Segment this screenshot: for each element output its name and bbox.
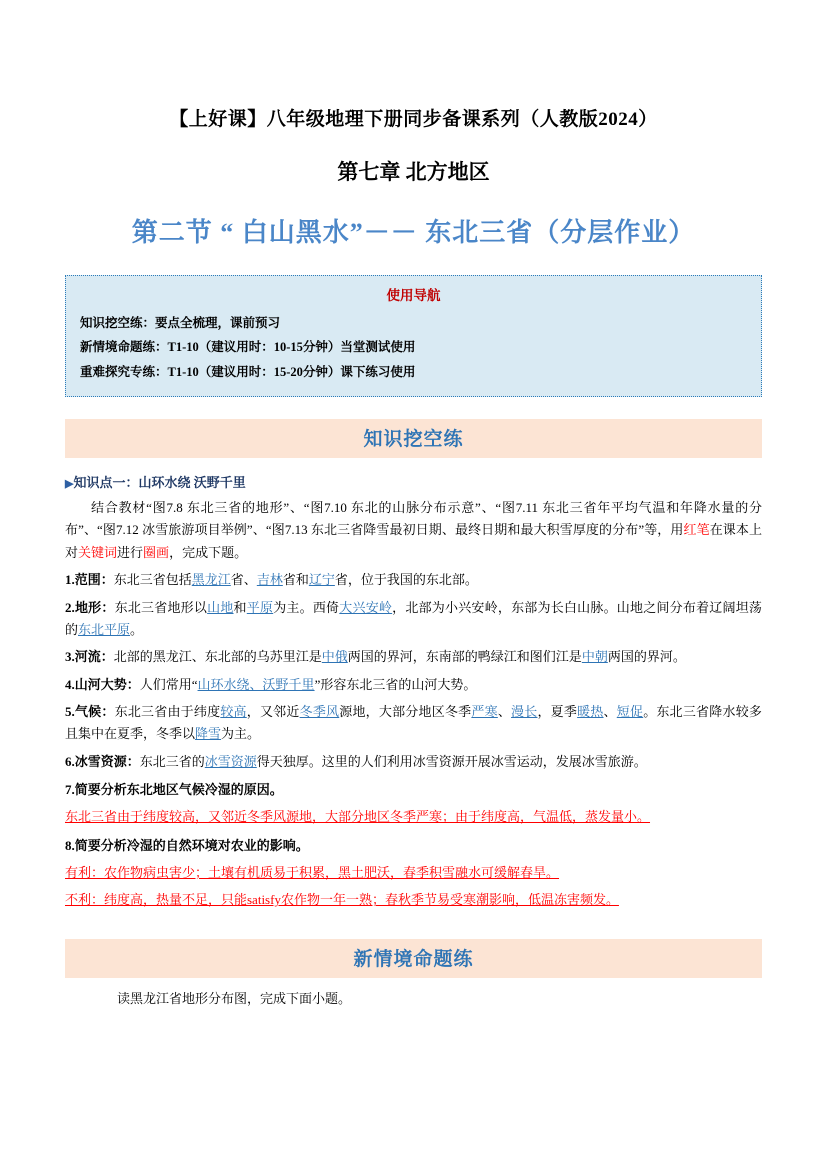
answer-8-disadvantage: 不利：纬度高，热量不足，只能satisfy农作物一年一熟；春秋季节易受寒潮影响，低温冻害频发。: [65, 892, 619, 908]
fill-in-blank-answer: 漫长: [511, 704, 538, 719]
item-text: 省、: [230, 572, 257, 588]
item-text: 人们常用“: [139, 676, 198, 692]
item-text: 省，位于我国的东北部。: [334, 572, 478, 588]
fill-in-blank-answer: 平原: [246, 599, 274, 615]
sub-question-note: 读黑龙江省地形分布图，完成下面小题。: [117, 991, 352, 1007]
section-heading-new-context-practice: 新情境命题练: [65, 939, 762, 978]
item-body-3: [114, 649, 686, 664]
item-text: ”形容东北三省的山河大势。: [314, 676, 477, 692]
item-text: 源地，大部分地区冬季: [339, 704, 472, 719]
item-text: 东北三省包括: [113, 572, 192, 588]
list-item: [65, 569, 762, 591]
item-number: 5.: [65, 704, 75, 719]
item-number: 1.: [65, 572, 75, 588]
nav-line: 新情境命题练：T1-10（建议用时：10-15分钟）当堂测试使用: [80, 340, 416, 355]
item-body-6: [140, 754, 647, 769]
nav-title: 使用导航: [386, 288, 441, 303]
section-heading-knowledge-practice: 知识挖空练: [65, 419, 762, 458]
item-body-1: [114, 572, 478, 587]
item-label: 地形：: [74, 599, 115, 615]
item-text: ，又邻近: [246, 704, 300, 719]
fill-in-blank-answer: 严寒: [471, 704, 498, 719]
item-text: 东北三省地形以: [114, 599, 208, 615]
item-text: 两国的界河。: [607, 649, 686, 665]
fill-in-blank-answer: 较高: [220, 704, 247, 719]
fill-in-blank-answer: 大兴安岭: [339, 599, 393, 615]
list-item: [65, 674, 762, 696]
item-text: ，夏季: [537, 704, 578, 719]
usage-navigation-box: [65, 275, 762, 397]
answer-7: 东北三省由于纬度较高，又邻近冬季风源地，大部分地区冬季严寒；由于纬度高，气温低，蒸发量小。: [65, 809, 651, 825]
series-title: 【上好课】八年级地理下册同步备课系列（人教版2024）: [169, 109, 658, 130]
question-7: 7.简要分析东北地区气候冷湿的原因。: [65, 782, 283, 798]
fill-in-blank-answer: 降雪: [195, 726, 222, 742]
list-item: [65, 597, 762, 642]
fill-in-blank-answer: 东北平原: [78, 621, 131, 637]
item-text: 省和: [282, 572, 309, 588]
intro-highlight-2: 关键词: [78, 544, 118, 560]
item-body-2: [65, 600, 762, 637]
fill-in-blank-answer: 冰雪资源: [204, 753, 257, 769]
item-text: 东北三省由于纬度: [114, 704, 221, 719]
item-number: 3.: [65, 649, 75, 665]
section-title: 第二节 “ 白山黑水”－－ 东北三省（分层作业）: [131, 218, 696, 247]
knowledge-point-label: [65, 472, 762, 491]
knowledge-point-text: 知识点一：山环水绕 沃野千里: [73, 475, 246, 491]
fill-in-blank-answer: 冬季风: [299, 704, 340, 719]
chapter-title: 第七章 北方地区: [337, 160, 490, 184]
item-text: 两国的界河，东南部的鸭绿江和图们江是: [347, 649, 582, 665]
item-text: 。东北三省降水较多且集中在夏季，冬季以: [65, 704, 762, 742]
item-text: 。: [130, 621, 144, 637]
list-item: [65, 646, 762, 668]
item-number: 4.: [65, 676, 75, 692]
intro-highlight-1: 红笔: [683, 522, 710, 538]
fill-in-blank-answer: 黑龙江: [191, 572, 231, 588]
intro-part-4: ，完成下题。: [169, 544, 248, 560]
item-text: 、: [603, 704, 617, 719]
item-label: 河流：: [74, 649, 114, 665]
item-label: 范围：: [74, 572, 114, 588]
item-body-5: [65, 704, 762, 741]
nav-line: 知识挖空练：要点全梳理，课前预习: [80, 316, 281, 330]
intro-paragraph: [65, 497, 762, 564]
item-body-4: [140, 677, 477, 692]
fill-in-blank-answer: 山环水绕、沃野千里: [197, 676, 315, 692]
item-text: 得天独厚。这里的人们利用冰雪资源开展冰雪运动，发展冰雪旅游。: [256, 753, 647, 769]
item-text: 、: [497, 704, 512, 719]
item-text: 和: [233, 599, 247, 615]
intro-part-1: 结合教材“图7.8 东北三省的地形”、“图7.10 东北的山脉分布示意”、“图7.11 东北三省年平均气温和年降水量的分布”、“图7.12 冰雪旅游项目举例”、“图7.13 东北三省降雪最初日期、最终日期和最大积雪厚度的分布”等，用: [65, 500, 762, 538]
item-number: 6.: [65, 753, 75, 769]
item-text: 东北三省的: [139, 753, 205, 769]
intro-highlight-3: 圈画: [143, 544, 170, 560]
answer-8-advantage: 有利：农作物病虫害少；土壤有机质易于积累，黑土肥沃，春季积雪融水可缓解春旱。: [65, 864, 560, 880]
item-text: 为主。西倚: [273, 599, 340, 615]
fill-in-blank-answer: 吉林: [256, 572, 283, 588]
intro-part-2: 在课本上对: [65, 522, 762, 560]
item-text: 为主。: [221, 726, 261, 742]
item-label: 冰雪资源：: [74, 753, 140, 769]
nav-line: 重难探究专练：T1-10（建议用时：15-20分钟）课下练习使用: [80, 364, 416, 379]
intro-part-3: 进行: [117, 544, 144, 560]
question-8: 8.简要分析冷湿的自然环境对农业的影响。: [65, 837, 309, 853]
fill-in-blank-answer: 山地: [207, 599, 234, 615]
list-item: [65, 701, 762, 746]
fill-in-blank-answer: 暖热: [577, 704, 604, 719]
item-text: ，北部为小兴安岭，东部为长白山脉。山地之间分布着辽阔坦荡的: [65, 599, 762, 637]
item-label: 山河大势：: [74, 676, 140, 692]
item-label: 气候：: [74, 704, 115, 719]
fill-in-blank-answer: 中朝: [581, 649, 608, 665]
fill-in-blank-answer: 中俄: [321, 649, 348, 665]
item-number: 2.: [65, 599, 75, 615]
fill-in-blank-answer: 短促: [616, 704, 644, 719]
triangle-bullet-icon: ▶: [65, 478, 74, 491]
fill-in-blank-answer: 辽宁: [308, 572, 335, 588]
list-item: [65, 751, 762, 773]
item-text: 北部的黑龙江、东北部的乌苏里江是: [113, 649, 322, 665]
